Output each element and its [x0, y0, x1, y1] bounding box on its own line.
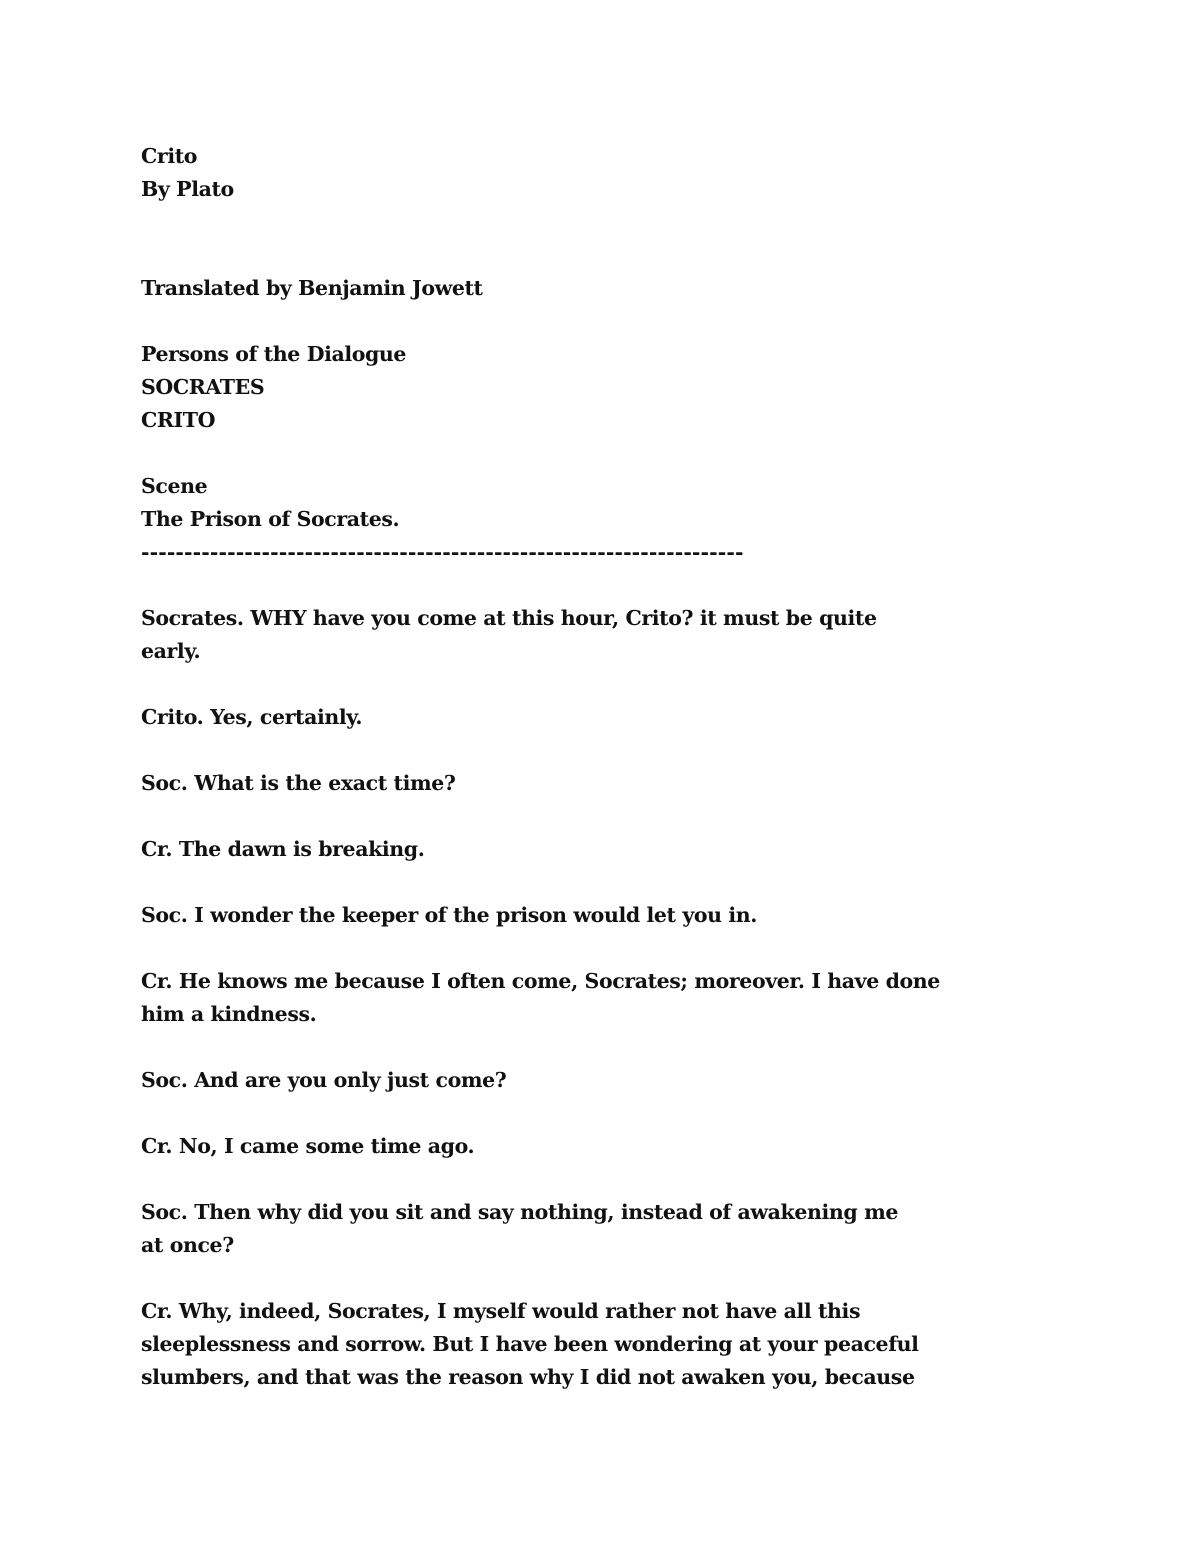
persons-heading: Persons of the Dialogue — [141, 342, 407, 366]
dialogue-line: sleeplessness and sorrow. But I have been wondering at your peaceful — [141, 1332, 919, 1356]
dialogue-line: at once? — [141, 1233, 234, 1257]
spacer — [141, 734, 881, 767]
document-page — [141, 140, 940, 1394]
dialogue-line: early. — [141, 639, 201, 663]
spacer — [141, 1163, 881, 1196]
dialogue-line: Cr. No, I came some time ago. — [141, 1134, 475, 1158]
dialogue-paragraph — [141, 965, 940, 1031]
dialogue-paragraph — [141, 701, 881, 734]
dialogue-paragraph — [141, 767, 881, 800]
dialogue-paragraph — [141, 1130, 881, 1163]
dialogue-line: Cr. Why, indeed, Socrates, I myself would rather not have all this — [141, 1299, 861, 1323]
scene-heading: Scene — [141, 474, 208, 498]
dialogue-line: him a kindness. — [141, 1002, 317, 1026]
document-title: Crito — [141, 144, 198, 168]
scene-text: The Prison of Socrates. — [141, 507, 400, 531]
spacer — [141, 437, 881, 470]
spacer — [141, 932, 881, 965]
dialogue-paragraph — [141, 899, 881, 932]
dialogue-line: Soc. And are you only just come? — [141, 1068, 507, 1092]
dialogue-paragraph — [141, 1196, 899, 1262]
person-socrates: SOCRATES — [141, 375, 265, 399]
dialogue-line: Soc. I wonder the keeper of the prison would let you in. — [141, 903, 757, 927]
spacer — [141, 866, 881, 899]
dialogue-line: Cr. He knows me because I often come, Socrates; moreover. I have done — [141, 969, 940, 993]
spacer — [141, 1097, 881, 1130]
spacer — [141, 1031, 881, 1064]
spacer — [141, 668, 881, 701]
dialogue-line: slumbers, and that was the reason why I did not awaken you, because — [141, 1365, 915, 1389]
dialogue-line: Socrates. WHY have you come at this hour, Crito? it must be quite — [141, 606, 877, 630]
dialogue-line: Cr. The dawn is breaking. — [141, 837, 425, 861]
translator-line: Translated by Benjamin Jowett — [141, 276, 483, 300]
dialogue-line: Crito. Yes, certainly. — [141, 705, 363, 729]
dialogue-line: Soc. What is the exact time? — [141, 771, 456, 795]
spacer — [141, 1262, 881, 1295]
spacer — [141, 800, 881, 833]
dialogue-paragraph — [141, 1064, 881, 1097]
dialogue-paragraph — [141, 833, 881, 866]
separator-line: ---------------------------------------------------------------------- — [141, 540, 744, 564]
spacer — [141, 206, 881, 272]
dialogue-body — [141, 602, 940, 1394]
document-author: By Plato — [141, 177, 234, 201]
spacer — [141, 569, 881, 602]
dialogue-paragraph — [141, 602, 881, 668]
dialogue-line: Soc. Then why did you sit and say nothing, instead of awakening me — [141, 1200, 899, 1224]
dialogue-paragraph — [141, 1295, 919, 1394]
person-crito: CRITO — [141, 408, 216, 432]
spacer — [141, 305, 881, 338]
